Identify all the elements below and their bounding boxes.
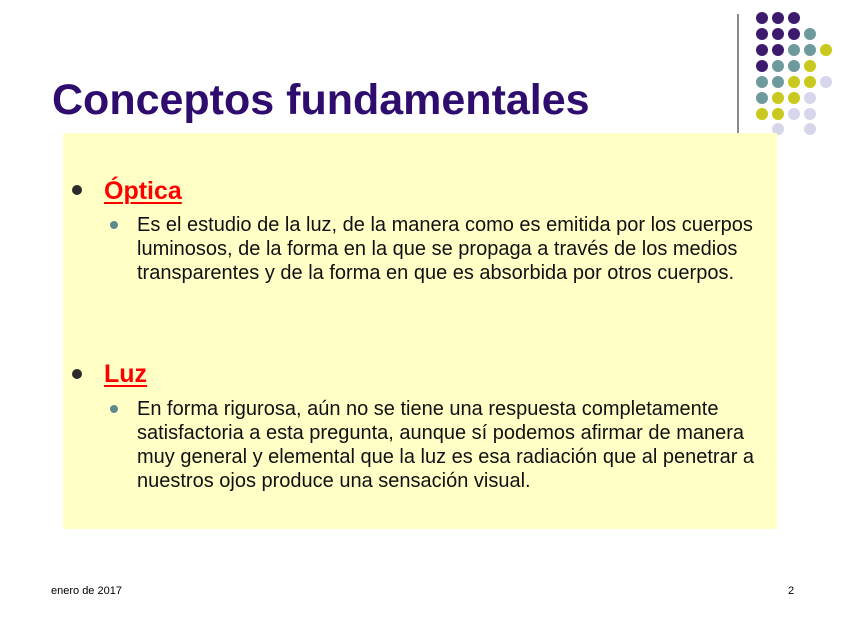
footer-page-number: 2 — [788, 585, 795, 597]
decorative-dot — [804, 44, 816, 56]
decorative-dot — [756, 44, 768, 56]
footer-date: enero de 2017 — [51, 585, 122, 597]
decorative-dot — [772, 12, 784, 24]
decorative-dot — [788, 28, 800, 40]
paragraph-luz: En forma rigurosa, aún no se tiene una respuesta completamente satisfactoria a esta pregunta, aunque sí podemos afirmar de manera muy general y elemental que la luz es esa radiación que al penetrar a nuestros ojos produce una sensación visual. — [137, 398, 755, 492]
decorative-dot — [772, 60, 784, 72]
decorative-dot — [788, 44, 800, 56]
decorative-dot — [772, 28, 784, 40]
sub-bullet-dot-icon — [110, 405, 118, 413]
decorative-dot — [772, 44, 784, 56]
decorative-dot — [820, 76, 832, 88]
bullet-dot-icon — [72, 369, 82, 379]
heading-luz: Luz — [104, 360, 148, 388]
paragraph-optica: Es el estudio de la luz, de la manera como es emitida por los cuerpos luminosos, de la forma en la que se propaga a través de los medios transparentes y de la forma en que es absorbida por otros cuerpos. — [137, 214, 753, 284]
slide-title: Conceptos fundamentales — [52, 76, 590, 124]
decorative-dot — [804, 108, 816, 120]
decorative-dot — [772, 108, 784, 120]
bullet-dot-icon — [72, 185, 82, 195]
decorative-dot — [788, 60, 800, 72]
heading-optica: Óptica — [104, 177, 182, 205]
decorative-dot — [756, 28, 768, 40]
decorative-dot — [804, 92, 816, 104]
decorative-dot — [756, 76, 768, 88]
decorative-dot — [788, 92, 800, 104]
decorative-dot — [788, 108, 800, 120]
decorative-dot — [756, 60, 768, 72]
decorative-dot — [788, 76, 800, 88]
divider-line — [737, 14, 739, 134]
decorative-dot — [756, 108, 768, 120]
decorative-dot — [804, 123, 816, 135]
decorative-dot — [756, 92, 768, 104]
decorative-dot — [804, 60, 816, 72]
decorative-dot — [772, 92, 784, 104]
decorative-dot — [756, 12, 768, 24]
decorative-dot — [804, 76, 816, 88]
decorative-dot — [772, 76, 784, 88]
sub-bullet-dot-icon — [110, 221, 118, 229]
decorative-dot — [788, 12, 800, 24]
decorative-dot — [804, 28, 816, 40]
decorative-dot — [820, 44, 832, 56]
